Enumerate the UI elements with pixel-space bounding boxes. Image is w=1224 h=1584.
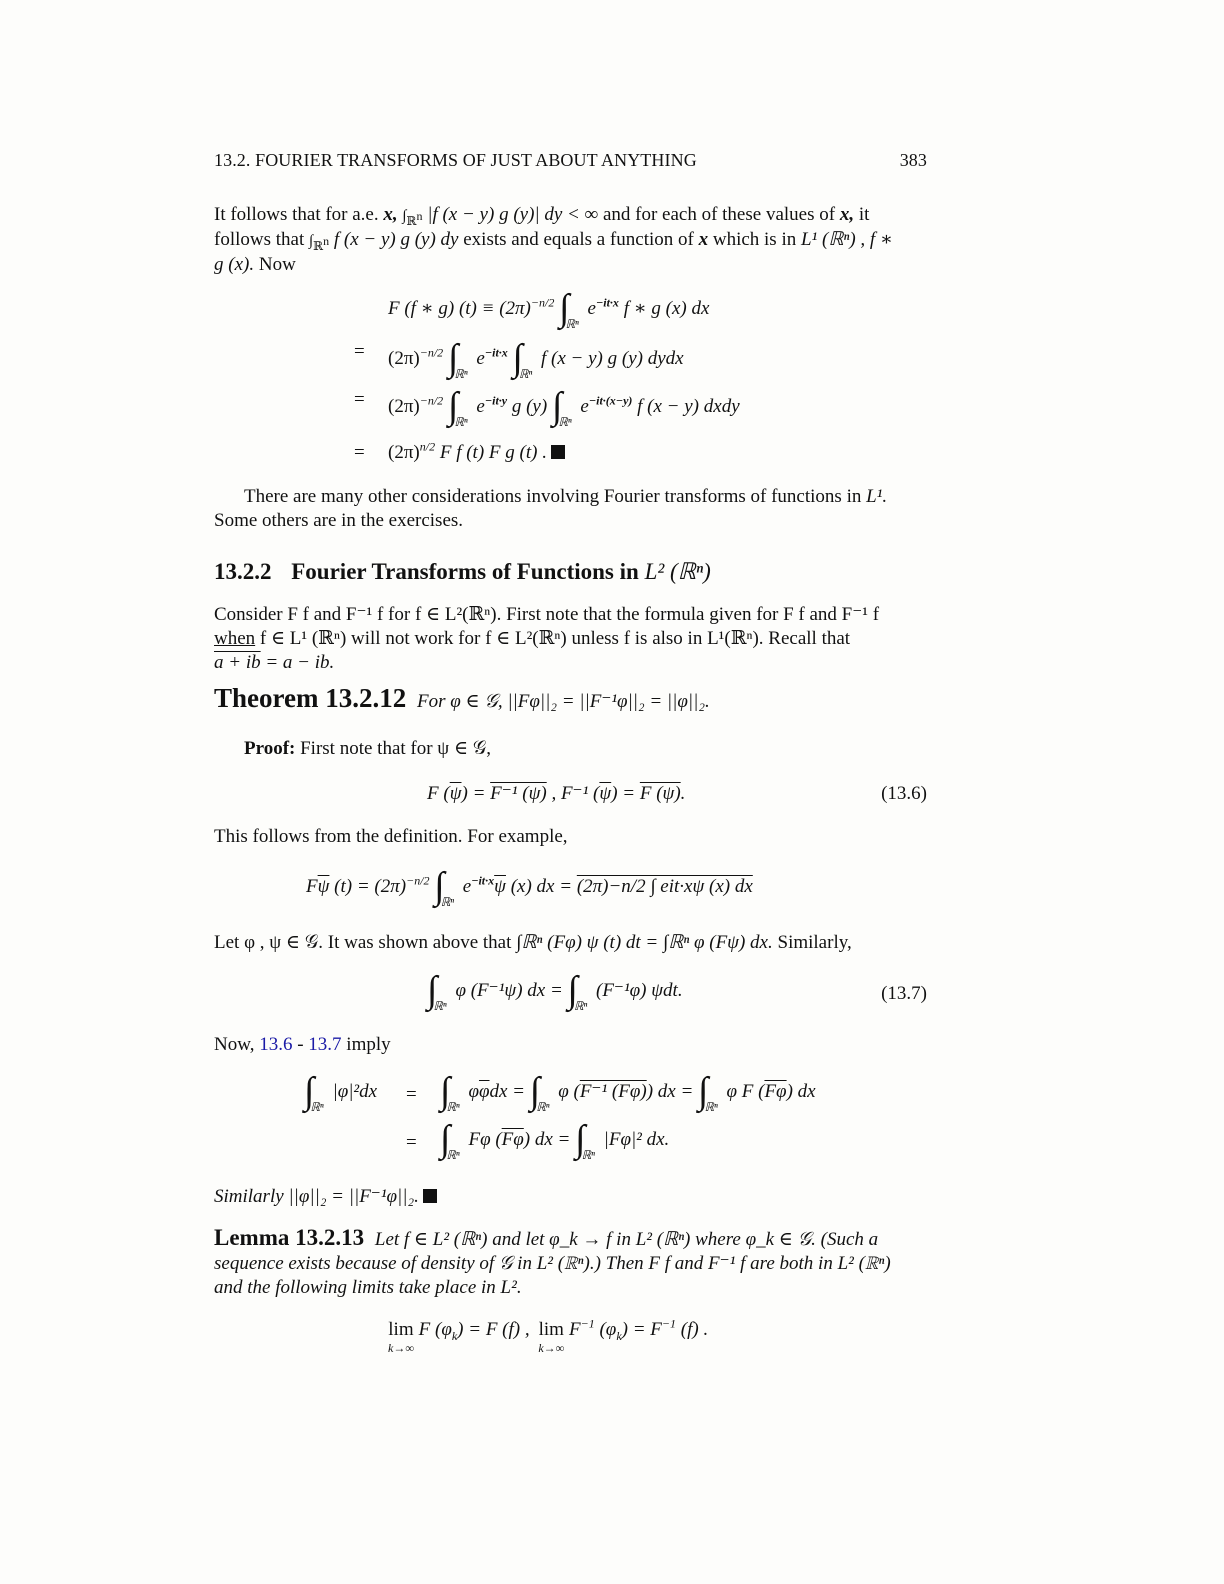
para2-line1: There are many other considerations involving Fourier transforms of functions in [244, 486, 867, 507]
para3-line2: f ∈ L¹ (ℝⁿ) will not work for f ∈ L²(ℝⁿ) unless f is also in L¹(ℝⁿ). Recall that [255, 628, 851, 649]
paragraph-2 [214, 485, 927, 533]
limit-equation [388, 1318, 708, 1354]
lim-part1-b: ) = F (f) , [457, 1319, 530, 1340]
para3-conj-rhs: = a − ib. [260, 652, 335, 673]
paragraph-3 [214, 603, 927, 675]
conv-e-3: e [476, 396, 485, 417]
conv-line-3 [354, 388, 365, 412]
conv-rest-4: F f (t) F g (t) . [439, 442, 547, 463]
norm-r1c-over: F⁻¹ (Fφ) [579, 1081, 647, 1102]
intro-math-1: x, [383, 204, 398, 225]
equation-number-13-7: (13.7) [881, 983, 927, 1004]
lim-part2-sub: k [616, 1328, 622, 1343]
para3-conj: a + ib [214, 652, 261, 673]
conv-line-4-body [388, 441, 565, 465]
equals-sign: = [406, 1132, 417, 1153]
intro-math-6: L¹ (ℝⁿ) , f ∗ [800, 229, 893, 250]
proof-text: First note that for ψ ∈ 𝒢, [295, 738, 492, 759]
conv-lhs: F (f ∗ g) (t) ≡ (2π) [388, 298, 531, 319]
conv-2pi-3: (2π) [388, 396, 420, 417]
conv-e-exp-4: −it·(x−y) [588, 393, 633, 408]
conv-2pi-4: (2π) [388, 442, 420, 463]
equation-link-13-6[interactable]: 13.6 [259, 1034, 293, 1055]
qed-square-icon [423, 1189, 437, 1203]
theorem-label: Theorem 13.2.12 [214, 683, 407, 713]
intro-text-2b: exists and equals a function of [458, 229, 699, 250]
qed-square-icon [551, 445, 565, 459]
eq6-b: ) = [461, 783, 491, 804]
para5-a: Let φ , ψ ∈ 𝒢. It was shown above that [214, 932, 517, 953]
lim-part2-d: (f) . [676, 1319, 709, 1340]
domain-label: ℝⁿ [536, 1100, 550, 1114]
para6-b: imply [341, 1034, 391, 1055]
ex-psibar: $\overline{\psi}$ [317, 876, 330, 897]
eq7-left: φ (F⁻¹ψ) dx = [455, 980, 563, 1001]
norm-line-1-body: $\int_{ℝ^n}$ $\varphi\overline{\varphi}dx = \int_{ℝ^n}$ φ (F⁻¹ (Fφ)) dx = $\int_{ℝ^n}$ φ F $(\overline{F\varphi})$ dx [440, 1070, 816, 1114]
lim-sub-1: k→∞ [388, 1341, 414, 1355]
intro-math-3: x, [839, 204, 855, 225]
norm-r1b: dx = [489, 1081, 526, 1102]
equals-sign: = [354, 389, 365, 410]
lim-part1: F (φ [418, 1319, 452, 1340]
section-heading [214, 560, 711, 584]
lim-2: lim [538, 1319, 564, 1340]
lim-part2-exp: −1 [580, 1316, 595, 1331]
ex-F: F [306, 876, 318, 897]
norm-line-1: $\int_{ℝ^n}$ |φ|²dx [304, 1070, 378, 1114]
norm-r2c: |Fφ|² dx. [603, 1129, 670, 1150]
intro-text-1b: and for each of these values of [598, 204, 840, 225]
equation-number-13-6: (13.6) [881, 783, 927, 804]
paragraph-5 [214, 931, 927, 955]
lim-part2-exp2: −1 [661, 1316, 677, 1331]
intro-text-3: Now [254, 254, 296, 275]
para6-a: Now, [214, 1034, 260, 1055]
conv-line-4 [354, 441, 365, 465]
norm-line-2-body: $\int_{ℝ^n}$ Fφ $(\overline{F\varphi})$ dx = $\int_{ℝ^n}$ |Fφ|² dx. [440, 1118, 670, 1162]
intro-math-2: |f (x − y) g (y)| dy < ∞ [427, 204, 599, 225]
norm-phi: φ [468, 1081, 479, 1102]
lim-part2-b: (φ [594, 1319, 617, 1340]
lemma-line3: and the following limits take place in L². [214, 1277, 522, 1298]
conv-rest-1: f ∗ g (x) dx [623, 298, 710, 319]
ex-over: (2π)−n/2 ∫ eit·xψ (x) dx [576, 876, 753, 897]
norm-r2b: ) dx = [523, 1129, 571, 1150]
norm-r2-over: $\overline{F\varphi}$ [501, 1129, 524, 1150]
paragraph-6 [214, 1033, 927, 1057]
equals-sign: = [406, 1084, 417, 1105]
intro-text-1a: It follows that for a.e. [214, 204, 384, 225]
conv-e-exp-3: −it·y [484, 393, 508, 408]
intro-text-2c: which is in [708, 229, 801, 250]
conv-line-1: F (f ∗ g) $(t) \equiv (2\pi)^{-n/2}$ $\int_{ℝ^n}$ $e^{-it\cdot x}$ f ∗ g (x) dx [388, 287, 710, 331]
lemma-line1: Let f ∈ L² (ℝⁿ) and let φ_k → f in L² (ℝⁿ) where φ_k ∈ 𝒢. (Such a [374, 1229, 879, 1250]
conv-line-3-body: $(2\pi)^{-n/2}$ $\int_{ℝ^n}$ $e^{-it\cdot y}$ g (y) $\int_{ℝ^n}$ $e^{-it\cdot(x-y)}$ f (x − y) dxdy [388, 385, 740, 429]
domain-label: ℝⁿ [454, 415, 468, 429]
lim-part2-c: ) = F [621, 1319, 662, 1340]
example-equation: $F\overline{\psi}$ $(t) = (2\pi)^{-n/2}$ $\int_{ℝ^n}$ $e^{-it\cdot x}\overline{\psi}$ (x) dx = (2π)−n/2 ∫ eit·xψ (x) dx [306, 865, 753, 909]
running-header [214, 148, 927, 172]
conv-e-1: e [587, 298, 596, 319]
domain-label: ℝⁿ [565, 317, 579, 331]
domain-label: ℝⁿ [310, 1100, 324, 1114]
eq6-c: , F⁻¹ ( [546, 783, 600, 804]
conv-line-2-body: $(2\pi)^{-n/2}$ $\int_{ℝ^n}$ $e^{-it\cdot x}$ $\int_{ℝ^n}$ f (x − y) g (y) dydx [388, 337, 684, 381]
conv-exp-1: −n/2 [530, 295, 555, 310]
lemma-line2: sequence exists because of density of 𝒢 in L² (ℝⁿ).) Then F f and F⁻¹ f are both in L² (ℝⁿ) [214, 1253, 891, 1274]
equals-sign: = [354, 341, 365, 362]
conv-exp-3: −n/2 [419, 393, 444, 408]
ex-exp1: −n/2 [406, 873, 430, 888]
norm-phibar: $\overline{\varphi}$ [478, 1081, 490, 1102]
equals-sign: = [354, 442, 365, 463]
norm-r1e: φ F ( [726, 1081, 765, 1102]
norm-eq-1 [406, 1083, 417, 1107]
lim-part1-sub: k [451, 1328, 458, 1343]
ex-psibar-2: $\overline{\psi}$ [494, 876, 506, 897]
equation-link-13-7[interactable]: 13.7 [308, 1034, 342, 1055]
conv-mid-3: g (y) [511, 396, 548, 417]
domain-label: ℝⁿ [581, 1148, 595, 1162]
domain-label: ℝⁿ [446, 1100, 460, 1114]
domain-label: ℝⁿ [558, 415, 572, 429]
conv-e-exp-2: −it·x [484, 345, 508, 360]
intro-text-2a: follows that [214, 229, 309, 250]
conv-line-2 [354, 340, 365, 364]
section-title: Fourier Transforms of Functions in [291, 559, 645, 584]
similarly-line [214, 1185, 927, 1209]
lim-part2: F [569, 1319, 581, 1340]
conv-e-exp-1: −it·x [595, 295, 619, 310]
domain-label: ℝⁿ [446, 1148, 460, 1162]
para5-math: ∫ℝⁿ (Fφ) ψ (t) dt = ∫ℝⁿ φ (Fψ) dx. [516, 932, 773, 953]
para3-line1: Consider F f and F⁻¹ f for f ∈ L²(ℝⁿ). First note that the formula given for F f and F⁻¹ f [214, 604, 880, 625]
running-title: 13.2. FOURIER TRANSFORMS OF JUST ABOUT ANYTHING [214, 150, 697, 170]
conv-exp-4: n/2 [419, 439, 436, 454]
eq6-d: ) = [611, 783, 640, 804]
paragraph-4: This follows from the definition. For example, [214, 826, 568, 847]
ex-e1-exp: −it·x [471, 873, 495, 888]
eq6-over1: F⁻¹ (ψ) [490, 783, 547, 804]
norm-r1c: φ ( [558, 1081, 580, 1102]
norm-r1f: ) dx [786, 1081, 816, 1102]
intro-math-4: f (x − y) g (y) dy [333, 229, 459, 250]
lim-1: lim [388, 1319, 414, 1340]
page: 13.2. FOURIER TRANSFORMS OF JUST ABOUT ANYTHING 383 It follows that for a.e. x, $\int_{ℝ^n}$ |f (x − y) g (y)| dy < ∞ and for each of these values of x, it follows that $\int_{ℝ^n}$ f (x − y) g (y) dy exists and equals a function of x which is in L¹ (ℝⁿ) , f ∗ g (x). Now F (f ∗ g) $(t) \equiv (2\pi)^{-n/2}$ $\int_{ℝ^n}$ $e^{-it\cdot x}$ f ∗ g (x) dx = $(2\pi)^{-n/2}$ $\int_{ℝ^n}$ $e^{-it\cdot x}$ $\int_{ℝ^n}$ f (x − y) g (y) dydx = $(2\pi)^{-n/2}$ $\int_{ℝ^n}$ $e^{-it\cdot y}$ g (y) $\int_{ℝ^n}$ $e^{-it\cdot(x-y)}$ f (x − y) dxdy = $(2\pi)^{n/2}$ F f (t) F g (t) . There are many other considerations involving Fourier transforms of functions in L¹. Some others are in the exercises. 13.2.2 Fourier Transforms of Functions in L² (ℝⁿ) Consider F f and F⁻¹ f for f ∈ L²(ℝⁿ). First note that the formula given for F f and F⁻¹ f when f ∈ L¹ (ℝⁿ) will not work for f ∈ L²(ℝⁿ) unless f is also in L¹(ℝⁿ). Recall that a + ib = a − ib. Theorem 13.2.12 For φ ∈ 𝒢, ||Fφ||₂ = ||F⁻¹φ||₂ = ||φ||₂. Proof: First note that for ψ ∈ 𝒢, F $(\overline{\psi}) = F^{-1}$ (ψ) , F⁻¹ $(\overline{\psi}) = F$ (ψ). (13.6) This follows from the definition. For example, $F\overline{\psi}$ $(t) = (2\pi)^{-n/2}$ $\int_{ℝ^n}$ $e^{-it\cdot x}\overline{\psi}$ (x) dx = (2π)−n/2 ∫ eit·xψ (x) dx Let φ , ψ ∈ 𝒢. It was shown above that ∫ℝⁿ (Fφ) ψ (t) dt = ∫ℝⁿ φ (Fψ) dx. Similarly, $\int_{ℝ^n}$ φ (F⁻¹ψ) dx = $\int_{ℝ^n}$ (F⁻¹φ) ψdt. (13.7) Now, 13.6 - 13.7 imply $\int_{ℝ^n}$ |φ|²dx = $\int_{ℝ^n}$ $\varphi\overline{\varphi}dx = \int_{ℝ^n}$ φ (F⁻¹ (Fφ)) dx = $\int_{ℝ^n}$ φ F $(\overline{F\varphi})$ dx = $\int_{ℝ^n}$ Fφ $(\overline{F\varphi})$ dx = $\int_{ℝ^n}$ |Fφ|² dx. Similarly ||φ||₂ = ||F⁻¹φ||₂. Lemma 13.2.13 Let f ∈ L² (ℝⁿ) and let φ_k → f in L² (ℝⁿ) where φ_k ∈ 𝒢. (Such a sequence exists because of density of 𝒢 in L² (ℝⁿ).) Then F f and F⁻¹ f are both in L² (ℝⁿ) and the following limits take place in L². lim k→∞ F $(\varphi_k) = F$ (f) , lim k→∞ $F^{-1}$ $(\varphi_k) = F^{-1}$ (f) . [214, 150, 927, 1355]
norm-eq-2 [406, 1131, 417, 1155]
intro-text-1c: it [854, 204, 870, 225]
conv-e-2: e [476, 348, 485, 369]
conv-rest-2: f (x − y) g (y) dydx [541, 348, 684, 369]
proof-label: Proof: [244, 738, 296, 759]
conv-rest-3: f (x − y) dxdy [637, 396, 740, 417]
para2-line2: Some others are in the exercises. [214, 510, 464, 531]
conv-e-4: e [580, 396, 589, 417]
domain-label: ℝⁿ [454, 367, 468, 381]
domain-label: ℝⁿ [518, 367, 533, 381]
norm-lhs: |φ|²dx [332, 1081, 378, 1102]
para5-b: Similarly, [772, 932, 852, 953]
ex-lhs-b: (t) = (2π) [329, 876, 407, 897]
eq6-over2: F (ψ) [639, 783, 681, 804]
section-title-math: L² (ℝⁿ) [644, 559, 711, 584]
conv-exp-2: −n/2 [419, 345, 444, 360]
domain-label: ℝⁿ [440, 895, 455, 909]
eq7-right: (F⁻¹φ) ψdt. [596, 980, 683, 1001]
theorem-statement: For φ ∈ 𝒢, ||Fφ||₂ = ||F⁻¹φ||₂ = ||φ||₂. [416, 691, 710, 712]
theorem [214, 683, 710, 714]
intro-math-5: x [698, 229, 709, 250]
eq6-e: . [680, 783, 686, 804]
para2-math: L¹. [866, 486, 888, 507]
eq6-a: F ( [427, 783, 450, 804]
ex-mid: (x) dx = [505, 876, 577, 897]
section-number: 13.2.2 [214, 559, 272, 584]
domain-label: ℝⁿ [433, 999, 447, 1013]
page-number: 383 [899, 150, 927, 170]
lim-sub-2: k→∞ [538, 1341, 565, 1355]
intro-math-7: g (x). [214, 254, 255, 275]
lemma-label: Lemma 13.2.13 [214, 1225, 365, 1250]
eq6-psibar: $\overline{\psi}$ [449, 783, 462, 804]
domain-label: ℝⁿ [704, 1100, 718, 1114]
norm-r1e-over: $\overline{F\varphi}$ [764, 1081, 787, 1102]
domain-label: ℝⁿ [573, 999, 588, 1013]
para6-sep: - [292, 1034, 309, 1055]
norm-r1d: ) dx = [646, 1081, 694, 1102]
para3-when: when [214, 628, 256, 649]
norm-r2a: Fφ ( [468, 1129, 502, 1150]
ex-e1: e [462, 876, 472, 897]
eq6-psibar-2: $\overline{\psi}$ [599, 783, 612, 804]
proof-intro [244, 737, 491, 761]
conv-2pi-2: (2π) [388, 348, 420, 369]
similarly-text: Similarly ||φ||₂ = ||F⁻¹φ||₂. [214, 1186, 419, 1207]
lemma [214, 1226, 927, 1300]
intro-paragraph: It follows that for a.e. x, $\int_{ℝ^n}$ |f (x − y) g (y)| dy < ∞ and for each of these values of x, it follows that $\int_{ℝ^n}$ f (x − y) g (y) dy exists and equals a function of x which is in L¹ (ℝⁿ) , f ∗ g (x). Now [214, 204, 893, 275]
